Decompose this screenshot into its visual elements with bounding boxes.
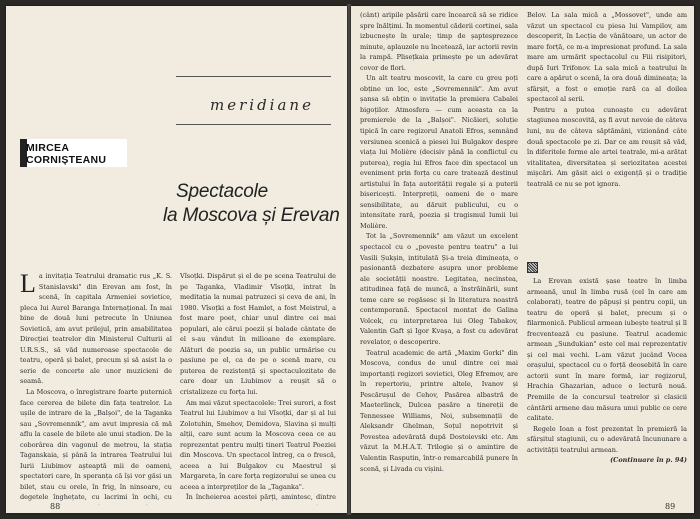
right-column-2-top <box>527 10 687 250</box>
paragraph: Vîsoțki. Dispărut și el de pe scena Teatrului de pe Taganka, Vladimir Vîsoțki, intrat în meditația la numai patruzeci și ceva de ani, în 1980. Vîsoțki a fost Hamlet, a fost Meistrul, a fost mare poet, chiar unul dintre cei mai populari, ale cărui poezii și balade cântate de el s-au vândut în milioane de exemplare. Alături de poezia sa, un public urmărise cu pasiune pe el, ca de pe o scenă mare, cu puterea de rezistență și spectaculozitate de care doar un Liubimov a reușit să o cristalizeze cu forța lui. <box>180 272 336 397</box>
paragraph: Teatrul academic de artă „Maxim Gorki" din Moscova, condus de unul dintre cei mai importanți regizori sovietici, Oleg Efremov, are în repertoriu, printre altele, Ivanov și Pescărușul de Cehov, Pasărea albastră de Maeterlinck, Dulcea pasăre a tinereții de Tennessee Williams, Noi, subsemnații de Aleksandr Ghelman, Soțul nepotrivit și Povestea adevărată după Dostoievski etc. Am văzut la M.H.A.T. Trilogie și o amintire de Valentin Rasputin, într-o remarcabilă punere în scenă, și Livada cu vișini. <box>360 348 518 473</box>
left-column-2 <box>180 271 336 505</box>
drop-cap: L <box>20 271 36 298</box>
paragraph: a invitația Teatrului dramatic rus „K. S. Stanislavski" din Erevan am fost, în scenă, în capitala Armeniei sovietice, pleca lui Aurel Baranga Internațional. În mai bine de două luni petrecute în Uniunea Sovietică, am avut prilejul, prin amabilitatea Direcției teatrelor din Ministerul Culturii al U.R.S.S., să văd numeroase spectacole de teatru, operă și balet, precum și să asist la o serie de concerte ale unor muzicieni de seamă. <box>20 272 172 386</box>
article-title-line-2: la Moscova și Erevan <box>163 205 340 226</box>
author-name <box>26 142 106 166</box>
paragraph: Am mai văzut spectacolele: Trei surori, a fost Teatrul lui Liubimov a lui Vîsoțki, dar și al lui Zolotuhin, Smehov, Demidova, Slavina și mulți alții, care sunt acum la Moscova ceea ce au reprezentat pentru mulți tineri Teatrul Poeziei din Moscova. Un spectacol întreg, ca o frescă, aceea a lui Bulgakov cu Maestrul și Margareta, în care forța regizorului se unea cu aceea a interpreților de la „Taganka". <box>180 398 336 491</box>
right-column-2-bottom <box>527 276 687 488</box>
paragraph: În încheierea acestei părți, amintesc, dintre <box>186 493 336 502</box>
right-column-1 <box>360 10 518 498</box>
section-rule-top <box>176 76 331 77</box>
page-number-left: 88 <box>50 502 61 511</box>
paragraph: Tot la „Sovremennik" am văzut un excelent spectacol cu o „poveste pentru teatru" a lui Vasili Șukșin, intitulată Și-a treia dimineața, o pasionantă dezbatere asupra unor probleme ale societății noastre. Legitatea, necinstea, atitudinea față de muncă, a înstrăinării, sunt teme care se regăsesc și în literatura noastră contemporană. Spectacol montat de Galina Volcek, cu interpretarea lui Oleg Tabakov, Valentin Gaft și Igor Kvașa, a fost cu adevărat revelator, o descoperire. <box>360 232 518 346</box>
left-page <box>6 6 347 513</box>
paragraph: Un alt teatru moscovit, la care cu greu poți obține un loc, este „Sovremennik". Am avut șansa să obțin o invitație la premiera Cabalei bigoților. Atmosfera — cum aceasta ca la premierele de la „Balșoi". Nicăieri, soluție tipică în care regizorul Anatoli Efros, semnând versiunea scenică a piesei lui Bulgakov despre viața lui Molière (decisiv până la conflictul cu puterea), regia lui Efros face din spectacol un eveniment prin forța cu care tratează destinul artistului în fața autorității regale și a puterii bisericești. Interpreții, oameni de o mare sensibilitate, au dăruit publicului, cu o intensitate rară, poezia și tragismul lumii lui Molière. <box>360 74 518 230</box>
section-ornament-icon <box>527 262 538 273</box>
paragraph: Belov. La sala mică a „Mossovet", unde am văzut un spectacol cu piesa lui Vampilov, am descoperit, în Lecția de vânătoare, un actor de mare forță, ce m-a impresionat profund. La sala mare am urmărit spectacolul cu Fiii risipitori, după Iuri Trifonov. La sala mică a teatrului în care a apărut o scenă, la ora două dimineața; la sfârșit, a fost o emoție rară ca al doilea spectacol al serii. <box>527 11 687 104</box>
paragraph: (cânt) aripile păsării care încearcă să se ridice spre înălțimi. În momentul căderii cortinei, sala izbucnește în urale; timp de șaptesprezece minute, aplauzele nu încetează, iar actorii revin la rampă. Plisețkaia primește pe un adevărat covor de flori. <box>360 11 518 72</box>
paragraph: La Moscova, o înregistrare foarte puternică face cererea de bilete din fața teatrelor. La ușile de intrare de la „Balșoi", de la Taganka sau „Sovremennik", am avut impresia că mă aflu la casele de bilete ale unui stadion. De la coborârea din vagonul de metrou, la stația Taganskaia, și până la intrarea Teatrului lui Iurii Liubimov așteaptă mii de oameni, spectatori care, în speranța că își vor găsi un bilet, stau cu orele, în frig, în ninsoare, cu degetele înghețate, cu lacrimi în ochi, cu <box>20 388 172 502</box>
continued-note: (Continuare în p. 94) <box>610 456 687 465</box>
author-last-name: CORNIȘTEANU <box>26 154 107 166</box>
article-title-line-1: Spectacole <box>176 181 269 202</box>
paragraph: La Erevan există șase teatre în limba armeană, unul în limba rusă (cel în care am colaborat), teatre de păpuși și pentru copii, un teatru de operă și balet, precum și o filarmonică. Publicul armean iubește teatrul și îl frecventează cu pasiune. Teatrul academic armean „Sundukian" este cel mai reprezentativ și cel mai vechi. L-am văzut jucând Vocea orașului, spectacol cu o forță deosebită în care actorii sunt în mare formă, iar regizorul, Hrachia Ghazarian, aduce o lectură nouă. Premiile de la concursul teatrelor și clasicii cântării armene dau măsura unui public ce cere calitate. <box>527 277 687 423</box>
section-heading: meridiane <box>210 96 314 114</box>
left-column-1 <box>20 271 172 505</box>
section-rule-bottom <box>176 124 331 125</box>
page-number-right: 89 <box>665 502 676 511</box>
paragraph: Pentru a putea cunoaște cu adevărat stagiunea moscovită, aș fi avut nevoie de câteva luni, nu de câteva săptămâni, vizionând câte două spectacole pe zi. Dar ce am reușit să văd, în diferitele forme ale artei teatrale, mi-a arătat vitalitatea, diversitatea și seriozitatea acestei mișcări. Am găsit aici o exigență și o tradiție teatrală ce nu se pot ignora. <box>527 105 687 188</box>
right-page <box>351 6 694 513</box>
paragraph: Regele Ioan a fost prezentat în premieră la sfârșitul stagiunii, cu o adevărată încununare a activității teatrului armean. <box>527 424 687 454</box>
author-first-name: MIRCEA <box>26 142 70 154</box>
